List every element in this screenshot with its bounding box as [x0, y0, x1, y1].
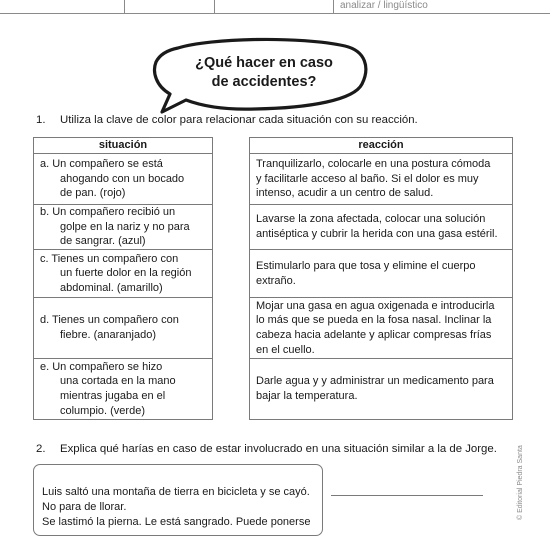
column-header: reacción — [250, 138, 513, 154]
situacion-cell[interactable]: e. Un compañero se hizo una cortada en la mano mientras jugaba en el columpio. (verde) — [34, 359, 213, 420]
situacion-cell[interactable]: b. Un compañero recibió un golpe en la nariz y no para de sangrar. (azul) — [34, 205, 213, 250]
reaccion-cell[interactable]: Estimularlo para que tosa y elimine el cuerpo extraño. — [250, 250, 513, 298]
story-box — [33, 464, 323, 536]
situacion-cell[interactable]: d. Tienes un compañero con fiebre. (anaranjado) — [34, 298, 213, 359]
situacion-cell[interactable]: a. Un compañero se está ahogando con un bocado de pan. (rojo) — [34, 154, 213, 205]
header-divider — [214, 0, 215, 13]
header-rule — [0, 13, 550, 14]
answer-line[interactable] — [331, 495, 483, 496]
story-line: No para de llorar. — [42, 501, 127, 513]
title-line-1: ¿Qué hacer en caso — [195, 55, 333, 71]
question-text: Utiliza la clave de color para relacionar cada situación con su reacción. — [60, 114, 418, 126]
page-title — [184, 54, 344, 92]
story-line: Luis saltó una montaña de tierra en bicicleta y se cayó. — [42, 486, 310, 498]
question-number: 1. — [36, 114, 46, 126]
reaccion-table — [249, 137, 513, 420]
page-header — [0, 0, 550, 14]
title-speech-bubble — [140, 34, 370, 120]
reaccion-cell[interactable]: Tranquilizarlo, colocarle en una postura cómoda y facilitarle acceso al baño. Si el dolor es muy intenso, acudir a un centro de salud. — [250, 154, 513, 205]
reaccion-cell[interactable]: Darle agua y y administrar un medicamento para bajar la temperatura. — [250, 359, 513, 420]
publisher-credit: © Editorial Piedra Santa — [517, 445, 524, 520]
reaccion-cell[interactable]: Mojar una gasa en agua oxigenada e introducirla lo más que se pueda en la fosa nasal. Inclinar la cabeza hacia adelante y aplicar compresas frías en el cuello. — [250, 298, 513, 359]
title-line-2: de accidentes? — [211, 74, 317, 90]
situacion-table — [33, 137, 213, 420]
header-divider — [333, 0, 334, 13]
header-divider — [124, 0, 125, 13]
question-number: 2. — [36, 443, 46, 455]
column-header: situación — [34, 138, 213, 154]
situacion-cell[interactable]: c. Tienes un compañero con un fuerte dolor en la región abdominal. (amarillo) — [34, 250, 213, 298]
question-text: Explica qué harías en caso de estar involucrado en una situación similar a la de Jorge. — [60, 443, 497, 455]
story-line: Se lastimó la pierna. Le está sangrado. Puede ponerse — [42, 516, 311, 528]
skill-label: analizar / lingüístico — [340, 0, 428, 11]
reaccion-cell[interactable]: Lavarse la zona afectada, colocar una solución antiséptica y cubrir la herida con una gasa estéril. — [250, 205, 513, 250]
